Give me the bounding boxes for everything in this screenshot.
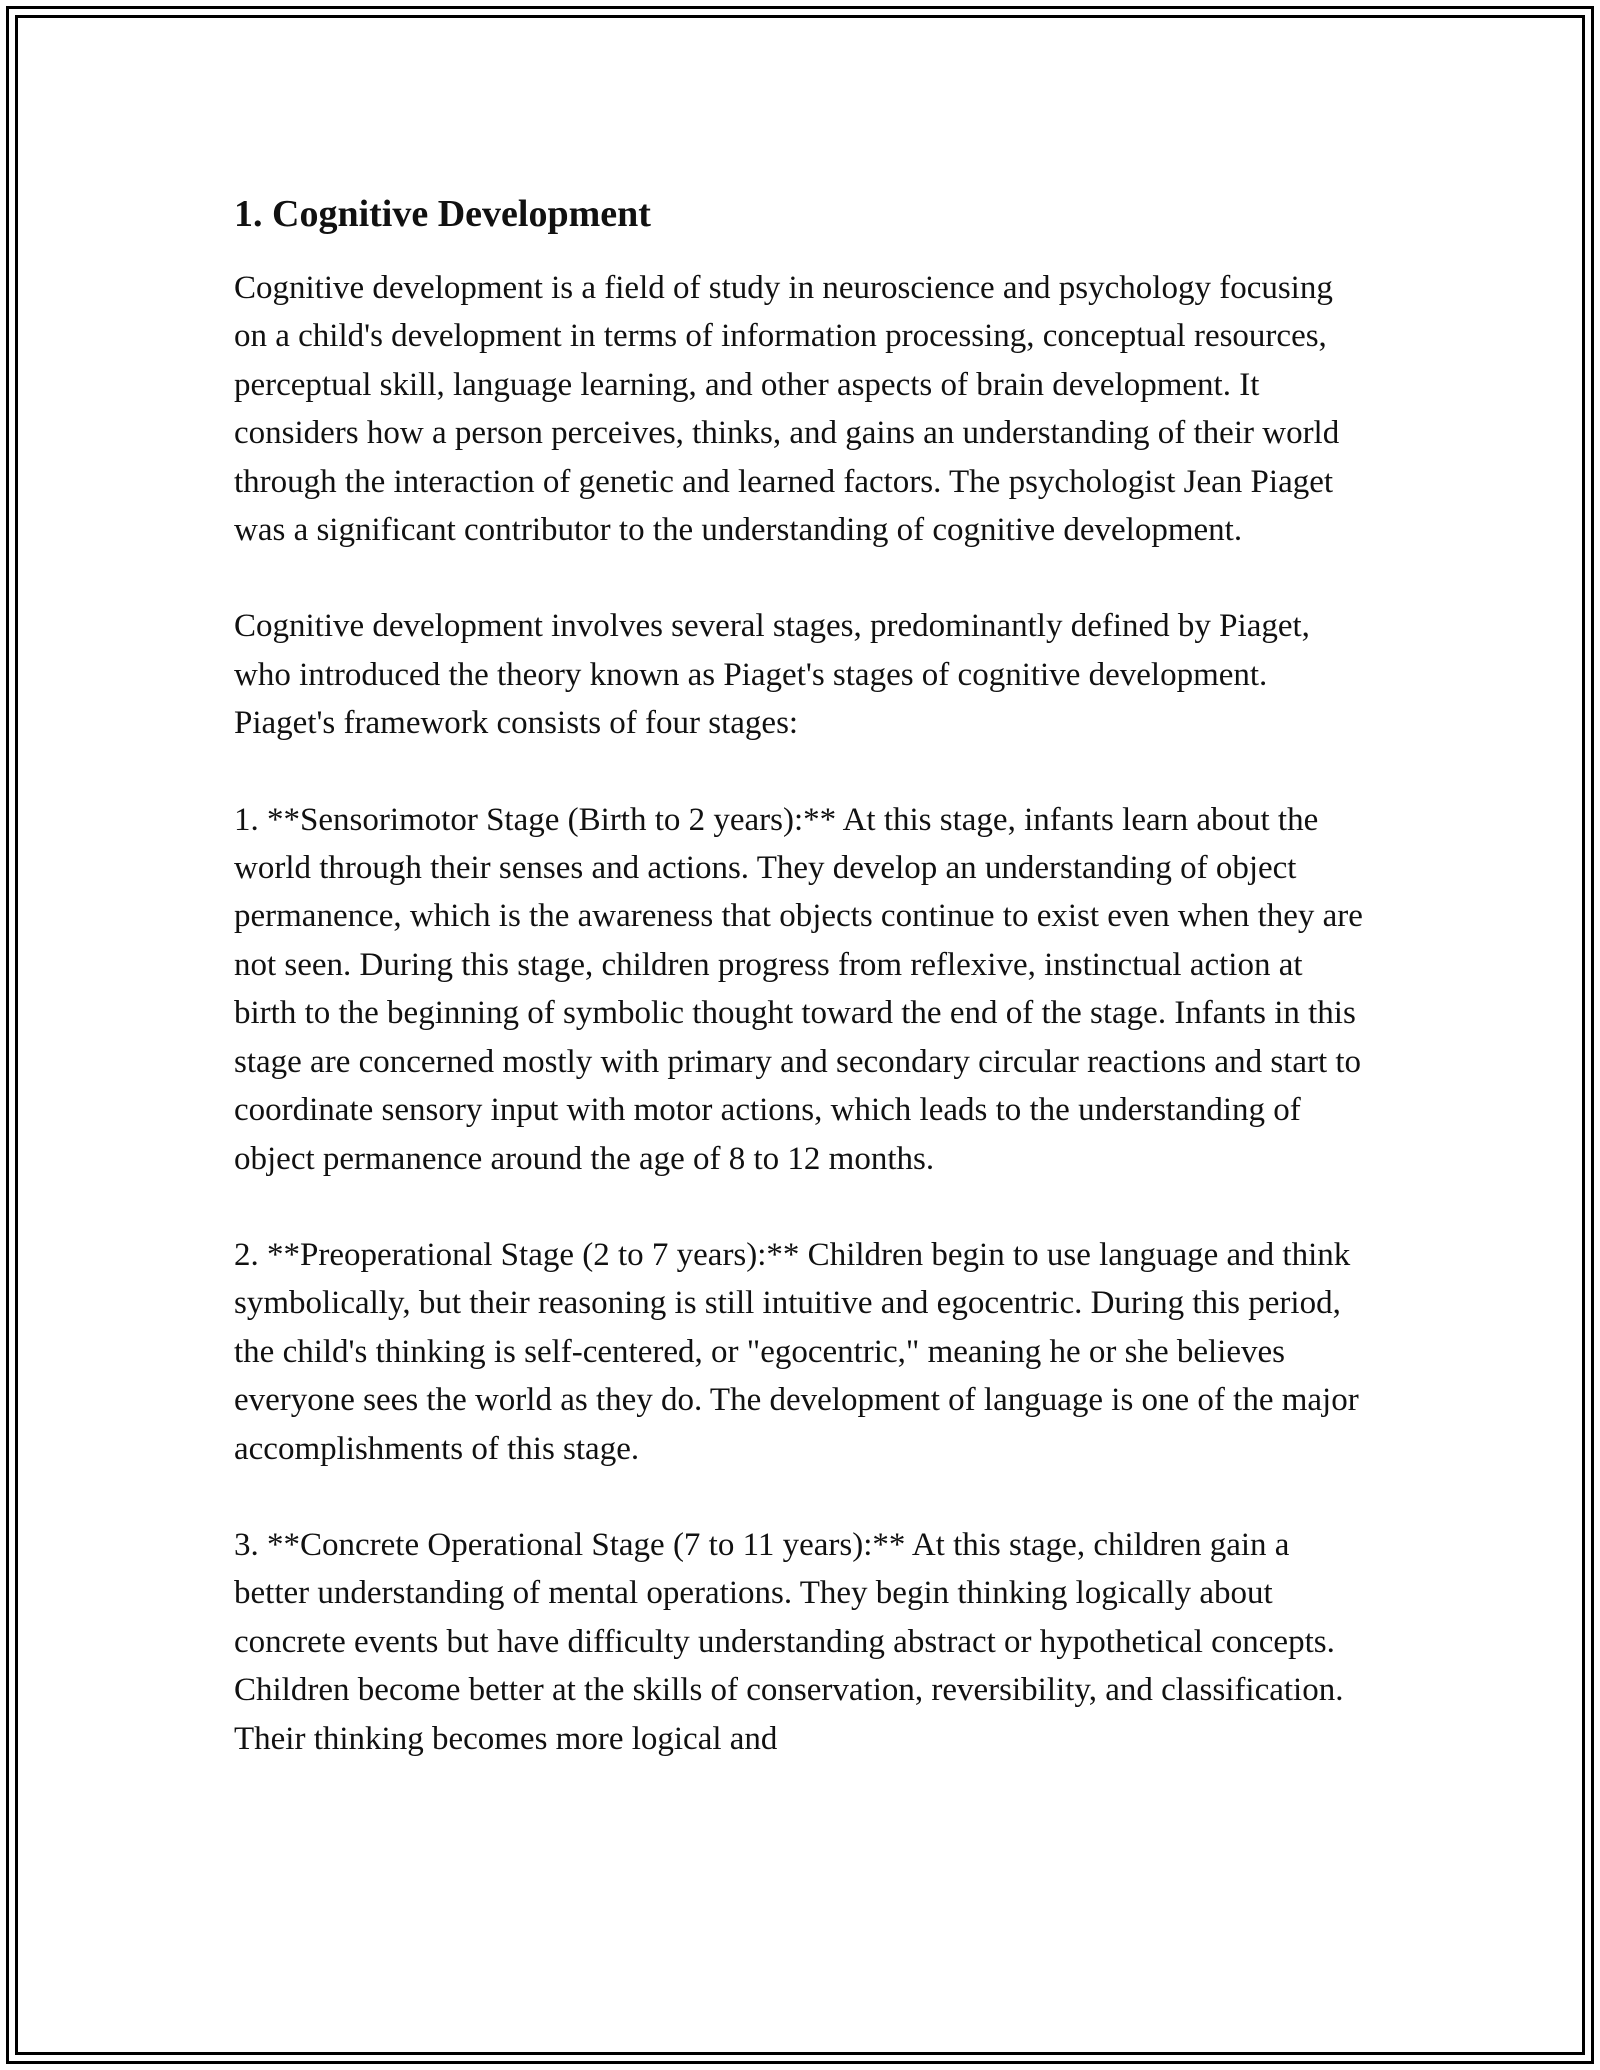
- section-heading: 1. Cognitive Development: [234, 193, 651, 235]
- document-body: [234, 188, 1364, 1811]
- paragraph-preoperational-stage: 2. **Preoperational Stage (2 to 7 years):** Children begin to use language and think symbolically, but their reasoning is still intuitive and egocentric. During this period, the child's thinking is self-centered, or "egocentric," meaning he or she believes everyone sees the world as they do. The development of language is one of the major accomplishments of this stage.: [234, 1236, 1359, 1467]
- paragraph-stages-overview: Cognitive development involves several stages, predominantly defined by Piaget, who introduced the theory known as Piaget's stages of cognitive development. Piaget's framework consists of four stages:: [234, 608, 1310, 742]
- paragraph-concrete-operational-stage: 3. **Concrete Operational Stage (7 to 11 years):** At this stage, children gain a better understanding of mental operations. They begin thinking logically about concrete events but have difficulty understanding abstract or hypothetical concepts. Children become better at the skills of conservation, reversibility, and classification. Their thinking becomes more logical and: [234, 1526, 1344, 1757]
- paragraph-intro: Cognitive development is a field of study in neuroscience and psychology focusing on a child's development in terms of information processing, conceptual resources, perceptual skill, language learning, and other aspects of brain development. It considers how a person perceives, thinks, and gains an understanding of their world through the interaction of genetic and learned factors. The psychologist Jean Piaget was a significant contributor to the understanding of cognitive development.: [234, 270, 1340, 549]
- paragraph-sensorimotor-stage: 1. **Sensorimotor Stage (Birth to 2 years):** At this stage, infants learn about the world through their senses and actions. They develop an understanding of object permanence, which is the awareness that objects continue to exist even when they are not seen. During this stage, children progress from reflexive, instinctual action at birth to the beginning of symbolic thought toward the end of the stage. Infants in this stage are concerned mostly with primary and secondary circular reactions and start to coordinate sensory input with motor actions, which leads to the understanding of object permanence around the age of 8 to 12 months.: [234, 801, 1363, 1177]
